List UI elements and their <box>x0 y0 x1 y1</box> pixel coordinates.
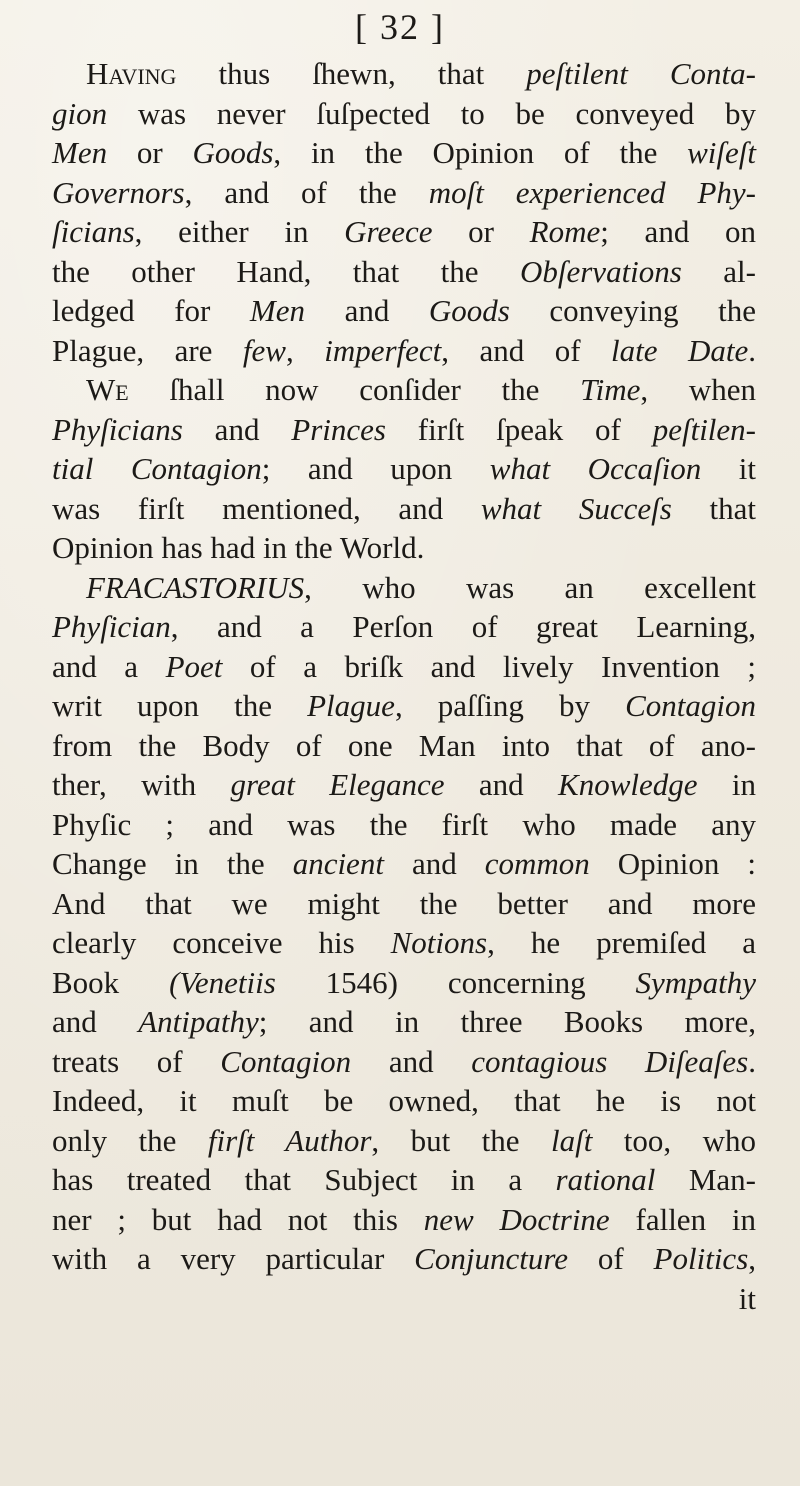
text-line: ſicians, either in Greece or Rome; and on <box>52 214 756 249</box>
text-line: Men or Goods, in the Opinion of the wiſeſt <box>52 135 756 170</box>
text-line: ner ; but had not this new Doctrine fallen in <box>52 1201 756 1237</box>
text-line: ther, with great Elegance and Knowledge in <box>52 767 756 802</box>
text-line: ledged for Men and Goods conveying the <box>52 293 756 328</box>
text-line: FRACASTORIUS, who was an excellent <box>86 569 756 605</box>
text-line: and a Poet of a briſk and lively Invention ; <box>52 648 756 684</box>
page-number: [ 32 ] <box>355 7 445 47</box>
text-line: Phyſicians and Princes firſt ſpeak of peſtilen- <box>52 411 756 447</box>
text-line: from the Body of one Man into that of ano- <box>52 727 756 763</box>
body-text <box>52 54 756 1318</box>
text-line: only the firſt Author, but the laſt too, who <box>52 1122 756 1158</box>
text-line: has treated that Subject in a rational Man- <box>52 1162 756 1197</box>
text-line: Change in the ancient and common Opinion : <box>52 846 756 881</box>
text-line: Indeed, it muſt be owned, that he is not <box>52 1083 756 1118</box>
text-line: And that we might the better and more <box>52 885 756 921</box>
text-line: and Antipathy; and in three Books more, <box>52 1004 756 1039</box>
catchword: it <box>738 1280 756 1316</box>
text-line: Having thus ſhewn, that peſtilent Conta- <box>86 56 756 91</box>
text-line: Governors, and of the moſt experienced Phy- <box>52 174 756 210</box>
text-line: the other Hand, that the Obſervations al- <box>52 253 756 289</box>
text-line: Opinion has had in the World. <box>52 530 425 565</box>
text-line: tial Contagion; and upon what Occaſion it <box>52 451 756 486</box>
text-line: with a very particular Conjuncture of Politics, <box>52 1241 757 1276</box>
text-line: was firſt mentioned, and what Succeſs that <box>52 490 756 526</box>
text-line: treats of Contagion and contagious Diſeaſes. <box>52 1043 756 1079</box>
text-line: gion was never ſuſpected to be conveyed by <box>52 95 756 131</box>
text-line: Book (Venetiis 1546) concerning Sympathy <box>52 964 756 1000</box>
text-line: Phyſic ; and was the firſt who made any <box>52 806 756 842</box>
text-line: clearly conceive his Notions, he premiſed a <box>52 925 757 960</box>
text-line: writ upon the Plague, paſſing by Contagion <box>52 688 756 723</box>
text-line: Plague, are few, imperfect, and of late Date. <box>52 332 756 368</box>
text-line: We ſhall now conſider the Time, when <box>86 372 756 407</box>
text-line: Phyſician, and a Perſon of great Learning, <box>52 609 756 644</box>
